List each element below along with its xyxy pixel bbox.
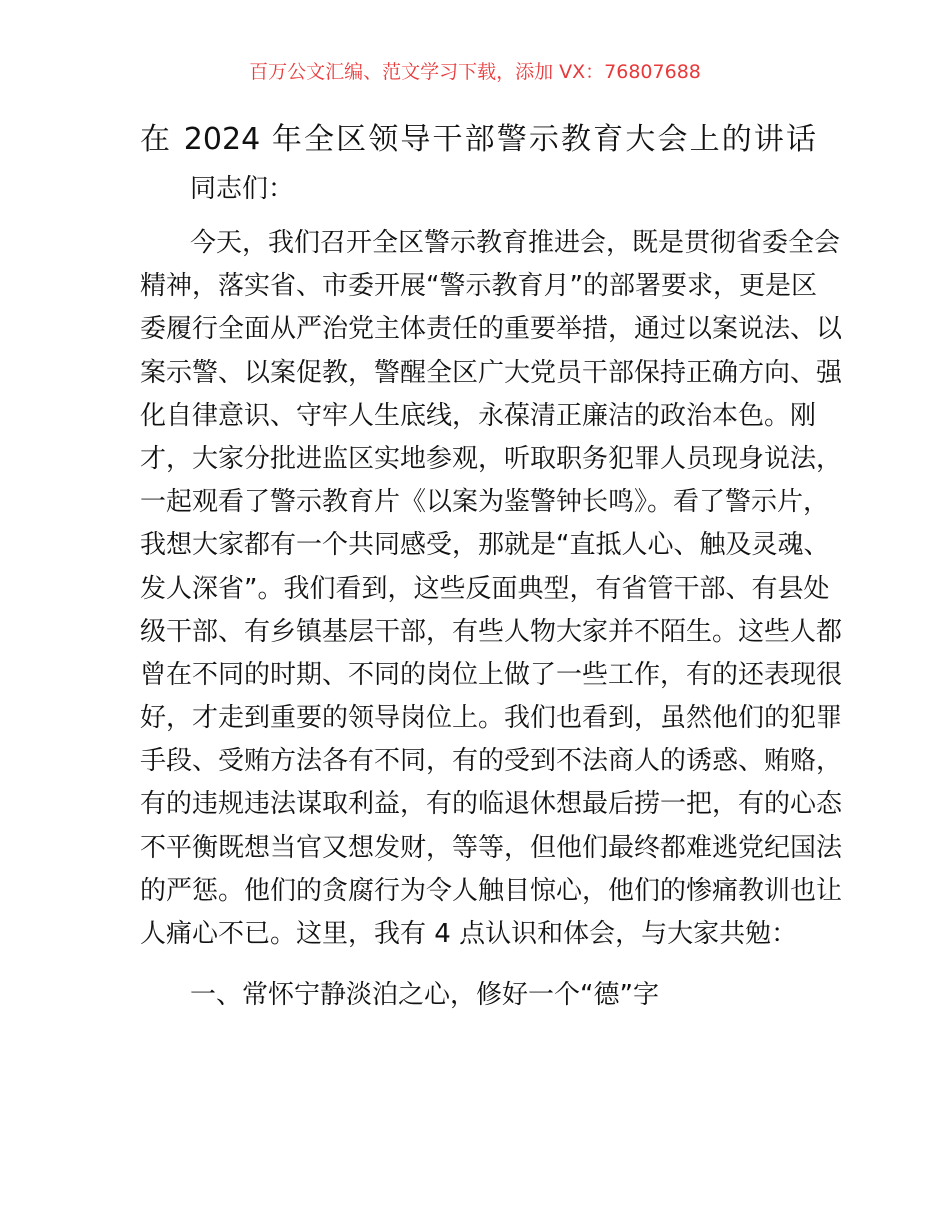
- greeting: 同志们：: [190, 174, 295, 204]
- paragraph-line: 才，大家分批进监区实地参观，听取职务犯罪人员现身说法，: [140, 443, 843, 474]
- paragraph-line: 委履行全面从严治党主体责任的重要举措，通过以案说法、以: [140, 314, 843, 345]
- paragraph-line: 化自律意识、守牢人生底线，永葆清正廉洁的政治本色。刚: [140, 400, 817, 431]
- paragraph-line: 我想大家都有一个共同感受，那就是“直抵人心、触及灵魂、: [140, 530, 830, 561]
- paragraph-line: 一起观看了警示教育片《以案为鉴警钟长鸣》。看了警示片，: [140, 487, 830, 518]
- paragraph-line: 今天，我们召开全区警示教育推进会，既是贯彻省委全会: [190, 228, 841, 258]
- paragraph-line: 案示警、以案促教，警醒全区广大党员干部保持正确方向、强: [140, 357, 843, 388]
- watermark-header: 百万公文汇编、范文学习下载，添加 VX：76807688: [249, 61, 701, 83]
- document-title: 在 2024 年全区领导干部警示教育大会上的讲话: [140, 122, 816, 157]
- paragraph-line: 手段、受贿方法各有不同，有的受到不法商人的诱惑、贿赂，: [140, 746, 843, 777]
- paragraph-line: 有的违规违法谋取利益，有的临退休想最后捞一把，有的心态: [140, 789, 843, 820]
- paragraph-line: 人痛心不已。这里，我有 4 点认识和体会，与大家共勉：: [140, 919, 798, 949]
- paragraph-line: 发人深省”。我们看到，这些反面典型，有省管干部、有县处: [140, 573, 830, 604]
- paragraph-line: 精神，落实省、市委开展“警示教育月”的部署要求，更是区: [140, 271, 817, 302]
- section-heading: 一、常怀宁静淡泊之心，修好一个“德”字: [190, 980, 659, 1010]
- paragraph-line: 好，才走到重要的领导岗位上。我们也看到，虽然他们的犯罪: [140, 703, 843, 734]
- paragraph-line: 不平衡既想当官又想发财，等等，但他们最终都难逃党纪国法: [140, 832, 843, 863]
- paragraph-line: 的严惩。他们的贪腐行为令人触目惊心，他们的惨痛教训也让: [140, 875, 843, 906]
- paragraph-line: 级干部、有乡镇基层干部，有些人物大家并不陌生。这些人都: [140, 616, 843, 647]
- body-paragraph: [140, 222, 843, 956]
- paragraph-line: 曾在不同的时期、不同的岗位上做了一些工作，有的还表现很: [140, 659, 843, 690]
